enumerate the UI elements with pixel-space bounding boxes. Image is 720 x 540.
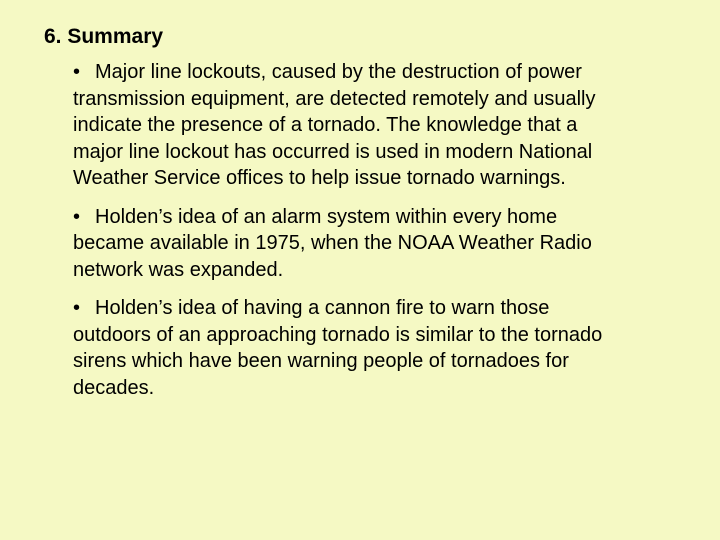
- bullet-text-line: Weather Service offices to help issue tornado warnings.: [73, 167, 566, 189]
- bullet-icon: •: [73, 205, 81, 228]
- section-heading: 6. Summary: [44, 25, 164, 48]
- bullet-text-line: Holden’s idea of having a cannon fire to warn those: [95, 297, 550, 319]
- bullet-text-line: network was expanded.: [73, 258, 284, 281]
- bullet-icon: •: [73, 61, 81, 83]
- bullet-text-line: Holden’s idea of an alarm system within every home: [95, 205, 558, 228]
- bullet-item: [73, 59, 673, 192]
- bullet-text-line: became available in 1975, when the NOAA Weather Radio: [73, 232, 592, 254]
- bullet-text-line: Major line lockouts, caused by the destruction of power: [95, 61, 582, 83]
- bullet-text-line: outdoors of an approaching tornado is similar to the tornado: [73, 323, 603, 346]
- bullet-text-line: indicate the presence of a tornado. The knowledge that a: [73, 114, 578, 136]
- bullet-text-line: major line lockout has occurred is used in modern National: [73, 140, 593, 163]
- bullet-text-line: decades.: [73, 376, 155, 399]
- bullet-icon: •: [73, 297, 81, 319]
- bullet-list: [73, 59, 673, 413]
- bullet-text-line: sirens which have been warning people of tornadoes for: [73, 350, 569, 372]
- bullet-text-line: transmission equipment, are detected remotely and usually: [73, 87, 596, 110]
- bullet-item: [73, 204, 673, 284]
- bullet-item: [73, 295, 673, 401]
